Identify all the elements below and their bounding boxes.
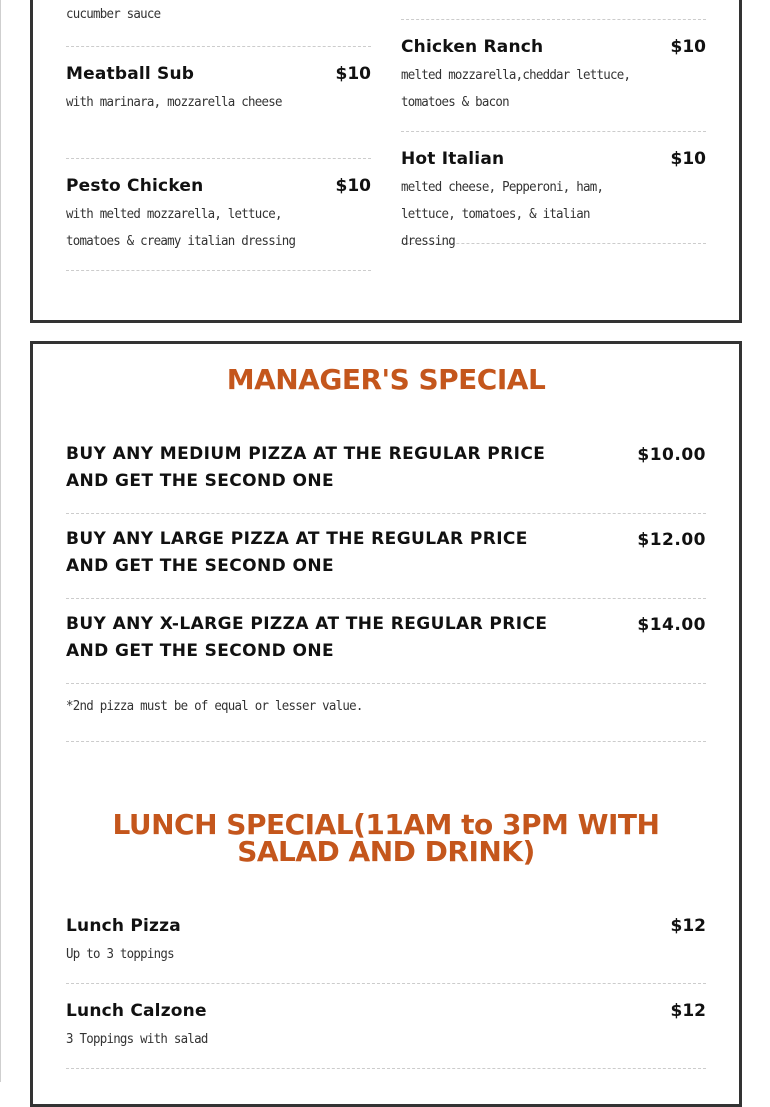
menu-item	[66, 0, 371, 47]
menu-item-lunch-calzone	[66, 984, 706, 1069]
special-item-medium	[66, 429, 706, 514]
special-price: $10.00	[637, 445, 706, 465]
item-description: 3 Toppings with salad	[66, 1031, 208, 1047]
special-footnote	[66, 684, 706, 742]
special-price: $14.00	[637, 615, 706, 635]
special-text: BUY ANY MEDIUM PIZZA AT THE REGULAR PRICE AND GET THE SECOND ONE	[66, 444, 546, 491]
item-price: $10	[670, 149, 706, 169]
item-name: Hot Italian	[401, 149, 505, 169]
item-price: $10	[670, 37, 706, 57]
item-name: Meatball Sub	[66, 64, 195, 84]
special-price: $12.00	[637, 530, 706, 550]
item-price: $12	[670, 916, 706, 936]
managers-special-title: MANAGER'S SPECIAL	[226, 363, 546, 396]
item-name: Chicken Ranch	[401, 37, 544, 57]
specials-panel	[30, 341, 742, 1107]
item-name: Lunch Pizza	[66, 916, 181, 936]
item-description: melted cheese, Pepperoni, ham, lettuce, tomatoes, & italian dressing	[401, 179, 604, 249]
sandwich-column-left	[66, 0, 371, 271]
menu-item-chicken-ranch	[401, 20, 706, 132]
footnote-text: *2nd pizza must be of equal or lesser value.	[66, 698, 363, 714]
item-price: $12	[670, 1001, 706, 1021]
menu-item-hot-italian	[401, 132, 706, 249]
special-text: BUY ANY X-LARGE PIZZA AT THE REGULAR PRICE AND GET THE SECOND ONE	[66, 614, 548, 661]
menu-item-pesto-chicken	[66, 159, 371, 271]
special-item-large	[66, 514, 706, 599]
item-name: Pesto Chicken	[66, 176, 204, 196]
item-description: Up to 3 toppings	[66, 946, 174, 962]
item-name: Lunch Calzone	[66, 1001, 207, 1021]
menu-item-lunch-pizza	[66, 899, 706, 984]
item-description: cucumber sauce	[66, 6, 161, 22]
page-edge-rule	[0, 0, 1, 1082]
item-description: melted mozzarella,cheddar lettuce, tomatoes & bacon	[401, 67, 631, 110]
item-description: with marinara, mozzarella cheese	[66, 94, 282, 110]
item-price: $10	[335, 64, 371, 84]
menu-item	[401, 0, 706, 20]
item-price: $10	[335, 176, 371, 196]
item-description: with melted mozzarella, lettuce, tomatoes & creamy italian dressing	[66, 206, 296, 249]
sandwich-column-right	[401, 0, 706, 249]
special-item-xlarge	[66, 599, 706, 684]
lunch-special-title: LUNCH SPECIAL(11AM to 3PM WITH SALAD AND DRINK)	[112, 808, 660, 868]
menu-item-meatball-sub	[66, 47, 371, 159]
sandwich-menu-panel	[30, 0, 742, 323]
special-text: BUY ANY LARGE PIZZA AT THE REGULAR PRICE AND GET THE SECOND ONE	[66, 529, 528, 576]
